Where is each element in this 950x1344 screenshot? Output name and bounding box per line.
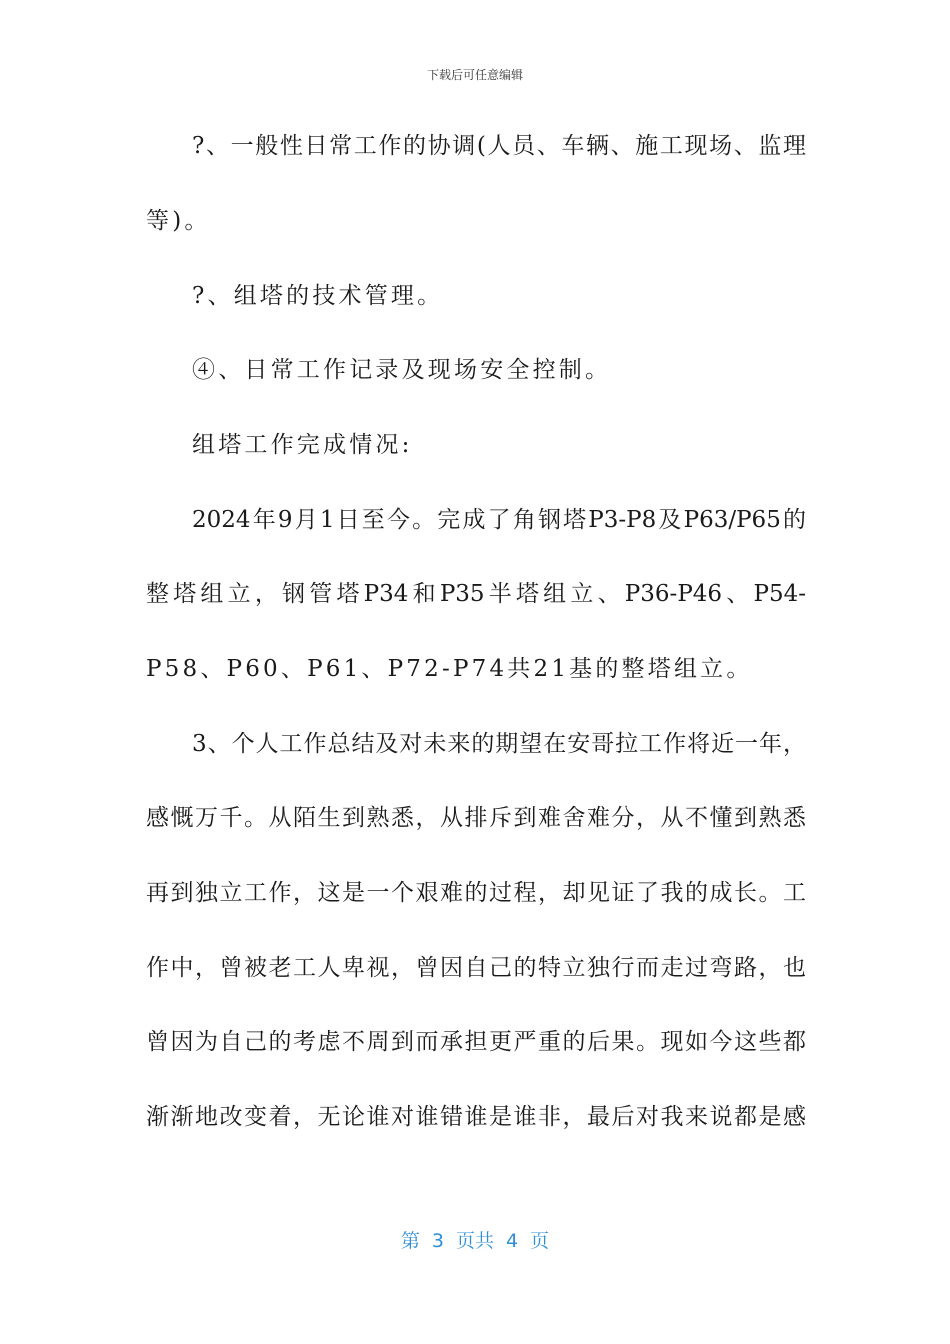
paragraph-line: ?、一般性日常工作的协调(人员、车辆、施工现场、监理	[192, 133, 806, 159]
paragraph-line: 渐渐地改变着，无论谁对谁错谁是谁非，最后对我来说都是感	[146, 1104, 806, 1130]
paragraph-line: 等)。	[146, 208, 211, 234]
paragraph-line: 2024年9月1日至今。完成了角钢塔P3-P8及P63/P65的	[192, 507, 806, 533]
paragraph-line: 作中，曾被老工人卑视，曾因自己的特立独行而走过弯路，也	[146, 955, 806, 981]
paragraph-line: P58、P60、P61、P72-P74共21基的整塔组立。	[146, 656, 753, 682]
paragraph-line: ?、组塔的技术管理。	[192, 283, 444, 309]
paragraph-line: 整塔组立，钢管塔P34和P35半塔组立、P36-P46、P54-	[146, 581, 806, 607]
paragraph-line: 曾因为自己的考虑不周到而承担更严重的后果。现如今这些都	[146, 1029, 806, 1055]
paragraph-line: 再到独立工作，这是一个艰难的过程，却见证了我的成长。工	[146, 880, 806, 906]
paragraph-line: 3、个人工作总结及对未来的期望在安哥拉工作将近一年，	[192, 731, 806, 757]
page-number-label: 第 3 页共 4 页	[400, 1230, 550, 1252]
paragraph-line: 组塔工作完成情况:	[192, 432, 413, 458]
header-note: 下载后可任意编辑	[426, 68, 523, 82]
paragraph-line: ④、日常工作记录及现场安全控制。	[192, 357, 612, 383]
paragraph-line: 感慨万千。从陌生到熟悉，从排斥到难舍难分，从不懂到熟悉	[146, 805, 806, 831]
page-number-footer	[0, 1226, 950, 1253]
